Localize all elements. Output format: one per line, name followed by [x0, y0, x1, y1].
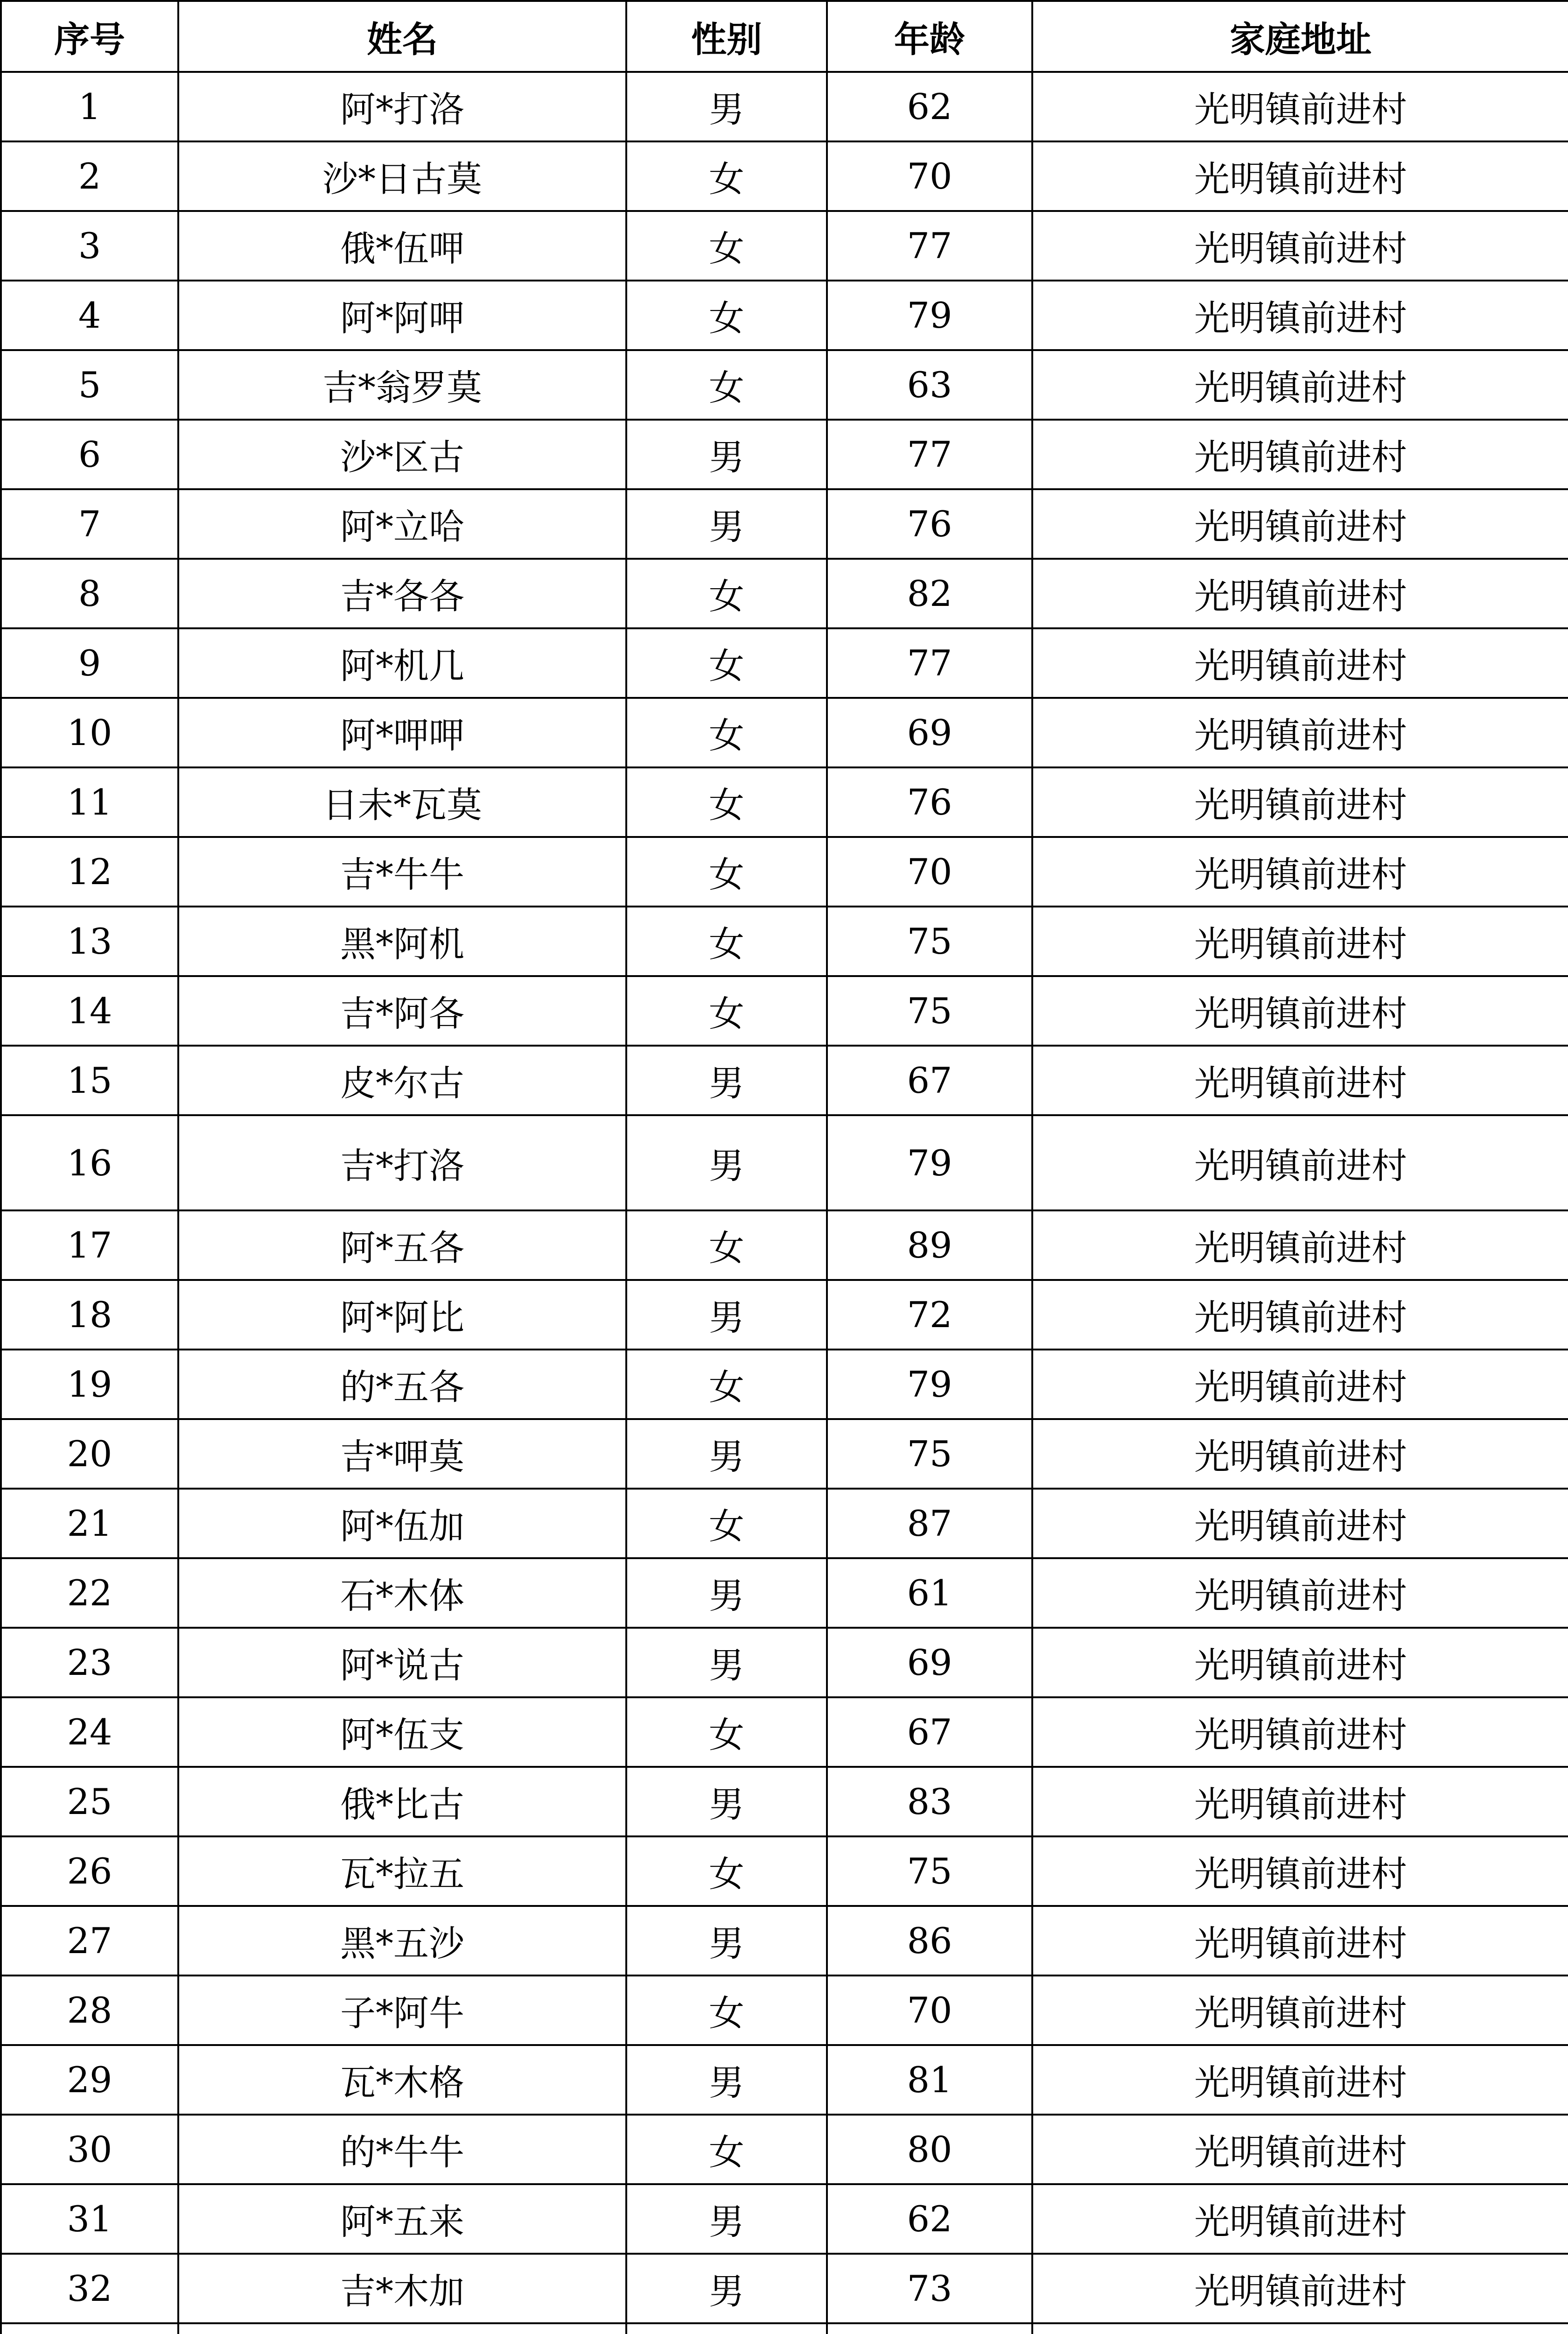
table-row	[1, 1115, 1568, 1210]
gender-cell: 女	[626, 350, 827, 420]
address-cell: 光明镇前进村	[1032, 2184, 1568, 2254]
serial-number-cell: 4	[1, 281, 178, 350]
name-cell: 日未*瓦莫	[178, 767, 626, 837]
serial-number-cell: 7	[1, 489, 178, 559]
gender-cell: 男	[626, 2254, 827, 2323]
table-row	[1, 1975, 1568, 2045]
gender-cell: 女	[626, 1489, 827, 1558]
age-cell: 63	[827, 350, 1032, 420]
address-cell: 光明镇前进村	[1032, 1210, 1568, 1280]
gender-cell: 女	[626, 1350, 827, 1419]
table-row	[1, 2323, 1568, 2334]
name-cell: 阿*五各	[178, 1210, 626, 1280]
gender-cell: 女	[626, 281, 827, 350]
table-row	[1, 2184, 1568, 2254]
table-row	[1, 1350, 1568, 1419]
name-cell: 的*五各	[178, 1350, 626, 1419]
gender-cell: 女	[626, 1697, 827, 1767]
table-row	[1, 1489, 1568, 1558]
age-cell: 76	[827, 767, 1032, 837]
address-cell: 光明镇前进村	[1032, 907, 1568, 976]
serial-number-cell: 10	[1, 698, 178, 767]
age-cell: 75	[827, 976, 1032, 1046]
age-cell: 75	[827, 1419, 1032, 1489]
age-cell: 82	[827, 559, 1032, 628]
serial-number-cell	[1, 2323, 178, 2334]
gender-cell: 女	[626, 141, 827, 211]
age-cell: 77	[827, 420, 1032, 489]
age-cell: 79	[827, 281, 1032, 350]
table-row	[1, 141, 1568, 211]
gender-cell: 女	[626, 976, 827, 1046]
age-cell: 67	[827, 1697, 1032, 1767]
table-row	[1, 1210, 1568, 1280]
age-cell: 77	[827, 211, 1032, 281]
table-row	[1, 420, 1568, 489]
serial-number-cell: 23	[1, 1628, 178, 1697]
age-cell: 86	[827, 1906, 1032, 1975]
name-cell: 吉*翁罗莫	[178, 350, 626, 420]
gender-cell: 男	[626, 2045, 827, 2115]
address-cell: 光明镇前进村	[1032, 767, 1568, 837]
serial-number-cell: 11	[1, 767, 178, 837]
age-cell: 62	[827, 72, 1032, 141]
name-cell: 石*木体	[178, 1558, 626, 1628]
serial-number-cell: 30	[1, 2115, 178, 2184]
table-row	[1, 1419, 1568, 1489]
table-row	[1, 2254, 1568, 2323]
table-row	[1, 1558, 1568, 1628]
age-cell: 70	[827, 837, 1032, 907]
address-cell: 光明镇前进村	[1032, 1975, 1568, 2045]
age-cell: 75	[827, 1836, 1032, 1906]
gender-cell	[626, 2323, 827, 2334]
address-cell: 光明镇前进村	[1032, 141, 1568, 211]
name-cell: 阿*五来	[178, 2184, 626, 2254]
table-row	[1, 281, 1568, 350]
serial-number-cell: 31	[1, 2184, 178, 2254]
table-row	[1, 767, 1568, 837]
name-cell: 阿*伍支	[178, 1697, 626, 1767]
name-cell: 阿*阿比	[178, 1280, 626, 1350]
name-cell: 俄*比古	[178, 1767, 626, 1836]
header-age: 年龄	[827, 1, 1032, 72]
age-cell: 72	[827, 1280, 1032, 1350]
table-row	[1, 976, 1568, 1046]
serial-number-cell: 24	[1, 1697, 178, 1767]
name-cell: 黑*阿机	[178, 907, 626, 976]
table-row	[1, 211, 1568, 281]
address-cell: 光明镇前进村	[1032, 281, 1568, 350]
name-cell: 阿*打洛	[178, 72, 626, 141]
name-cell: 瓦*拉五	[178, 1836, 626, 1906]
address-cell: 光明镇前进村	[1032, 211, 1568, 281]
gender-cell: 男	[626, 1115, 827, 1210]
serial-number-cell: 9	[1, 628, 178, 698]
name-cell: 吉*牛牛	[178, 837, 626, 907]
name-cell: 皮*尔古	[178, 1046, 626, 1115]
address-cell: 光明镇前进村	[1032, 1419, 1568, 1489]
address-cell: 光明镇前进村	[1032, 1836, 1568, 1906]
name-cell: 阿*机几	[178, 628, 626, 698]
gender-cell: 女	[626, 1210, 827, 1280]
gender-cell: 女	[626, 907, 827, 976]
serial-number-cell: 17	[1, 1210, 178, 1280]
serial-number-cell: 19	[1, 1350, 178, 1419]
age-cell: 62	[827, 2184, 1032, 2254]
serial-number-cell: 29	[1, 2045, 178, 2115]
gender-cell: 男	[626, 1906, 827, 1975]
age-cell: 81	[827, 2045, 1032, 2115]
gender-cell: 男	[626, 72, 827, 141]
gender-cell: 男	[626, 1419, 827, 1489]
age-cell: 70	[827, 1975, 1032, 2045]
name-cell: 吉*打洛	[178, 1115, 626, 1210]
serial-number-cell: 20	[1, 1419, 178, 1489]
header-home-address: 家庭地址	[1032, 1, 1568, 72]
serial-number-cell: 13	[1, 907, 178, 976]
age-cell: 80	[827, 2115, 1032, 2184]
name-cell: 的*牛牛	[178, 2115, 626, 2184]
age-cell: 76	[827, 489, 1032, 559]
address-cell: 光明镇前进村	[1032, 1628, 1568, 1697]
table-row	[1, 1767, 1568, 1836]
header-name: 姓名	[178, 1, 626, 72]
name-cell: 黑*五沙	[178, 1906, 626, 1975]
address-cell: 光明镇前进村	[1032, 1558, 1568, 1628]
gender-cell: 男	[626, 489, 827, 559]
serial-number-cell: 26	[1, 1836, 178, 1906]
serial-number-cell: 21	[1, 1489, 178, 1558]
table-row	[1, 1628, 1568, 1697]
gender-cell: 男	[626, 1767, 827, 1836]
table-row	[1, 2045, 1568, 2115]
table-row	[1, 907, 1568, 976]
address-cell: 光明镇前进村	[1032, 1046, 1568, 1115]
address-cell: 光明镇前进村	[1032, 559, 1568, 628]
address-cell: 光明镇前进村	[1032, 2045, 1568, 2115]
address-cell: 光明镇前进村	[1032, 420, 1568, 489]
name-cell: 吉*呷莫	[178, 1419, 626, 1489]
table-row	[1, 1280, 1568, 1350]
gender-cell: 男	[626, 1046, 827, 1115]
address-cell: 光明镇前进村	[1032, 628, 1568, 698]
address-cell: 光明镇前进村	[1032, 1767, 1568, 1836]
address-cell: 光明镇前进村	[1032, 72, 1568, 141]
age-cell: 67	[827, 1046, 1032, 1115]
address-cell: 光明镇前进村	[1032, 1115, 1568, 1210]
gender-cell: 男	[626, 1558, 827, 1628]
table-row	[1, 698, 1568, 767]
gender-cell: 女	[626, 698, 827, 767]
age-cell: 83	[827, 1767, 1032, 1836]
table-row	[1, 1697, 1568, 1767]
age-cell: 79	[827, 1115, 1032, 1210]
age-cell: 77	[827, 628, 1032, 698]
serial-number-cell: 16	[1, 1115, 178, 1210]
address-cell: 光明镇前进村	[1032, 698, 1568, 767]
name-cell: 沙*日古莫	[178, 141, 626, 211]
address-cell: 光明镇前进村	[1032, 350, 1568, 420]
serial-number-cell: 18	[1, 1280, 178, 1350]
table-row	[1, 1046, 1568, 1115]
name-cell: 吉*各各	[178, 559, 626, 628]
serial-number-cell: 28	[1, 1975, 178, 2045]
age-cell: 73	[827, 2254, 1032, 2323]
age-cell: 75	[827, 907, 1032, 976]
name-cell	[178, 2323, 626, 2334]
table-row	[1, 837, 1568, 907]
address-cell: 光明镇前进村	[1032, 1906, 1568, 1975]
gender-cell: 女	[626, 1836, 827, 1906]
table-row	[1, 489, 1568, 559]
name-cell: 吉*阿各	[178, 976, 626, 1046]
address-cell: 光明镇前进村	[1032, 2115, 1568, 2184]
gender-cell: 男	[626, 2184, 827, 2254]
serial-number-cell: 12	[1, 837, 178, 907]
gender-cell: 男	[626, 420, 827, 489]
name-cell: 阿*伍加	[178, 1489, 626, 1558]
table-header	[1, 1, 1568, 72]
gender-cell: 女	[626, 559, 827, 628]
gender-cell: 男	[626, 1280, 827, 1350]
table-row	[1, 72, 1568, 141]
age-cell: 79	[827, 1350, 1032, 1419]
serial-number-cell: 15	[1, 1046, 178, 1115]
name-cell: 阿*立哈	[178, 489, 626, 559]
table-row	[1, 559, 1568, 628]
gender-cell: 女	[626, 211, 827, 281]
age-cell: 69	[827, 1628, 1032, 1697]
address-cell: 光明镇前进村	[1032, 1350, 1568, 1419]
gender-cell: 女	[626, 628, 827, 698]
serial-number-cell: 22	[1, 1558, 178, 1628]
gender-cell: 女	[626, 2115, 827, 2184]
table-row	[1, 350, 1568, 420]
name-cell: 沙*区古	[178, 420, 626, 489]
name-cell: 阿*阿呷	[178, 281, 626, 350]
table-row	[1, 628, 1568, 698]
name-cell: 阿*说古	[178, 1628, 626, 1697]
serial-number-cell: 27	[1, 1906, 178, 1975]
name-cell: 阿*呷呷	[178, 698, 626, 767]
age-cell	[827, 2323, 1032, 2334]
address-cell: 光明镇前进村	[1032, 489, 1568, 559]
gender-cell: 女	[626, 837, 827, 907]
serial-number-cell: 3	[1, 211, 178, 281]
gender-cell: 女	[626, 1975, 827, 2045]
address-cell: 光明镇前进村	[1032, 976, 1568, 1046]
address-cell	[1032, 2323, 1568, 2334]
header-row	[1, 1, 1568, 72]
serial-number-cell: 2	[1, 141, 178, 211]
table-row	[1, 1836, 1568, 1906]
age-cell: 89	[827, 1210, 1032, 1280]
age-cell: 87	[827, 1489, 1032, 1558]
header-gender: 性别	[626, 1, 827, 72]
serial-number-cell: 1	[1, 72, 178, 141]
gender-cell: 女	[626, 767, 827, 837]
header-serial-number: 序号	[1, 1, 178, 72]
age-cell: 69	[827, 698, 1032, 767]
serial-number-cell: 25	[1, 1767, 178, 1836]
table-body	[1, 72, 1568, 2334]
address-cell: 光明镇前进村	[1032, 1280, 1568, 1350]
serial-number-cell: 6	[1, 420, 178, 489]
serial-number-cell: 32	[1, 2254, 178, 2323]
age-cell: 70	[827, 141, 1032, 211]
address-cell: 光明镇前进村	[1032, 1489, 1568, 1558]
name-cell: 俄*伍呷	[178, 211, 626, 281]
gender-cell: 男	[626, 1628, 827, 1697]
serial-number-cell: 14	[1, 976, 178, 1046]
name-cell: 子*阿牛	[178, 1975, 626, 2045]
serial-number-cell: 8	[1, 559, 178, 628]
address-cell: 光明镇前进村	[1032, 1697, 1568, 1767]
name-cell: 瓦*木格	[178, 2045, 626, 2115]
serial-number-cell: 5	[1, 350, 178, 420]
address-cell: 光明镇前进村	[1032, 2254, 1568, 2323]
name-cell: 吉*木加	[178, 2254, 626, 2323]
table-row	[1, 1906, 1568, 1975]
age-cell: 61	[827, 1558, 1032, 1628]
address-cell: 光明镇前进村	[1032, 837, 1568, 907]
table-row	[1, 2115, 1568, 2184]
